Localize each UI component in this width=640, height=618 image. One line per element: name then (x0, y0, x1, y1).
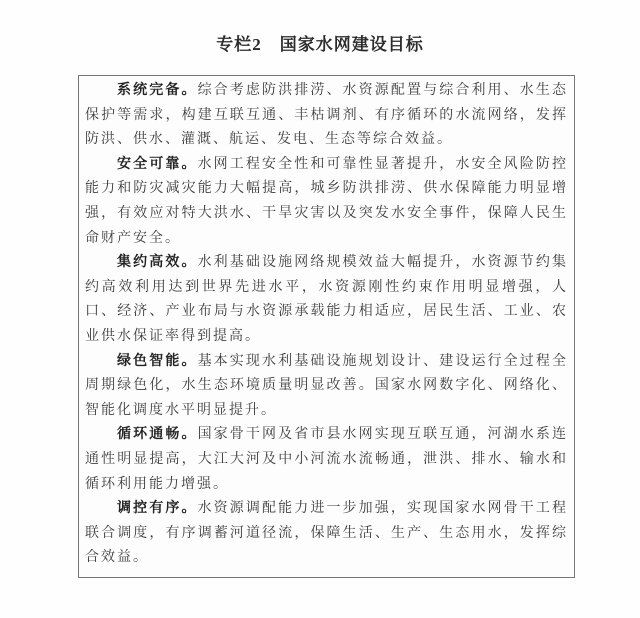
goal-heading: 调控有序。 (117, 501, 198, 517)
goal-body: 国家骨干网及省市县水网实现互联互通，河湖水系连通性明显提高，大江大河及中小河流水流畅通，泄洪、排水、输水和循环利用能力增强。 (85, 427, 569, 492)
goal-heading: 循环通畅。 (117, 427, 198, 443)
goal-paragraph-system (85, 79, 568, 153)
goals-box (78, 75, 575, 578)
goal-paragraph-green-smart (85, 350, 568, 424)
goal-body: 基本实现水利基础设施规划设计、建设运行全过程全周期绿色化，水生态环境质量明显改善。国家水网数字化、网络化、智能化调度水平明显提升。 (85, 353, 569, 418)
goal-body: 水利基础设施网络规模效益大幅提升，水资源节约集约高效利用达到世界先进水平，水资源刚性约束作用明显增强，人口、经济、产业布局与水资源承载能力相适应，居民生活、工业、农业供水保证率得到提高。 (85, 255, 569, 344)
page-title: 专栏2 国家水网建设目标 (216, 35, 424, 54)
goal-heading: 系统完备。 (117, 83, 198, 98)
goal-paragraph-efficiency (85, 251, 568, 349)
goal-body: 水资源调配能力进一步加强，实现国家水网骨干工程联合调度，有序调蓄河道径流，保障生活、生产、生态用水，发挥综合效益。 (85, 501, 569, 566)
goal-paragraph-regulation (85, 497, 568, 571)
goal-heading: 绿色智能。 (117, 353, 198, 369)
goal-heading: 安全可靠。 (117, 156, 198, 172)
goal-heading: 集约高效。 (117, 255, 198, 271)
goal-body: 综合考虑防洪排涝、水资源配置与综合利用、水生态保护等需求，构建互联互通、丰枯调剂、有序循环的水流网络，发挥防洪、供水、灌溉、航运、发电、生态等综合效益。 (85, 83, 569, 148)
goal-paragraph-circulation (85, 423, 568, 497)
goal-body: 水网工程安全性和可靠性显著提升，水安全风险防控能力和防灾减灾能力大幅提高，城乡防洪排涝、供水保障能力明显增强，有效应对特大洪水、干旱灾害以及突发水安全事件，保障人民生命财产安全。 (85, 156, 569, 246)
goal-paragraph-safety (85, 153, 568, 251)
